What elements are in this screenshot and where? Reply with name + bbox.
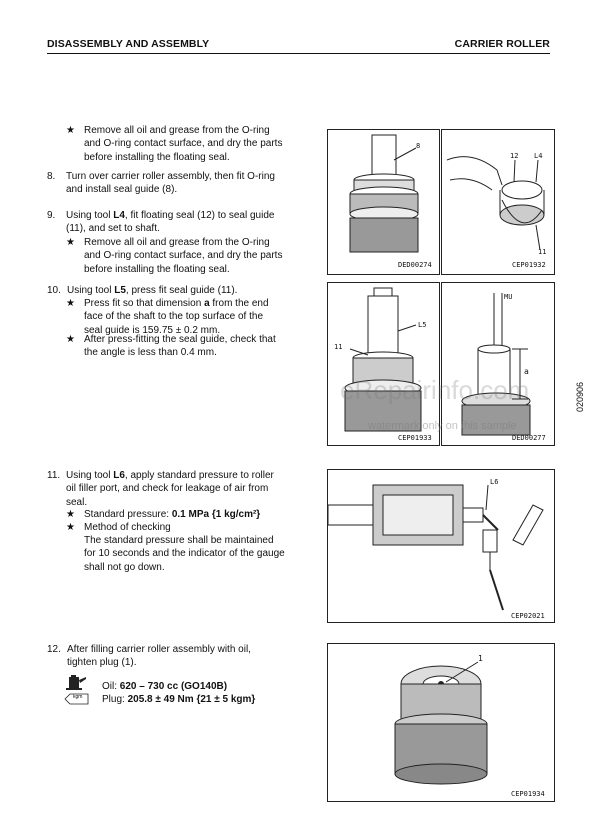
header-chapter-title: CARRIER ROLLER: [454, 38, 550, 50]
plug-torque-spec: Plug: 205.8 ± 49 Nm {21 ± 5 kgm}: [102, 694, 256, 705]
torque-wrench-icon: kgm: [64, 692, 90, 704]
watermark-sub: watermark only on this sample: [368, 420, 517, 432]
page-side-code: 020906: [575, 381, 585, 412]
plug-tighten-drawing: [328, 644, 554, 801]
watermark-main: eRepairinfo.com: [340, 375, 530, 405]
star-symbol: ★: [66, 125, 75, 136]
figure-press-fit-seal-guide: L5 11 CEP01933: [327, 282, 440, 446]
figure-pressure-test: L6 CEP02021: [327, 469, 555, 623]
oil-spec: Oil: 620 – 730 cc (GO140B): [102, 681, 228, 692]
figure-floating-seal-install: 12 L4 11 CEP01932: [441, 129, 555, 275]
step-11-method: The standard pressure shall be maintained for 10 seconds and the indicator of the gauge shall not go down.: [84, 535, 285, 573]
figure-seal-guide-assembly: 8 DED00274: [327, 129, 440, 275]
header-section-title: DISASSEMBLY AND ASSEMBLY: [47, 38, 210, 50]
seal-guide-drawing: [328, 130, 439, 274]
pressure-test-drawing: [328, 470, 554, 622]
figure-dimension-check: MU a DED00277: [441, 282, 555, 446]
header-rule: [47, 53, 550, 54]
figure-plug-tighten: 1 CEP01934: [327, 643, 555, 802]
